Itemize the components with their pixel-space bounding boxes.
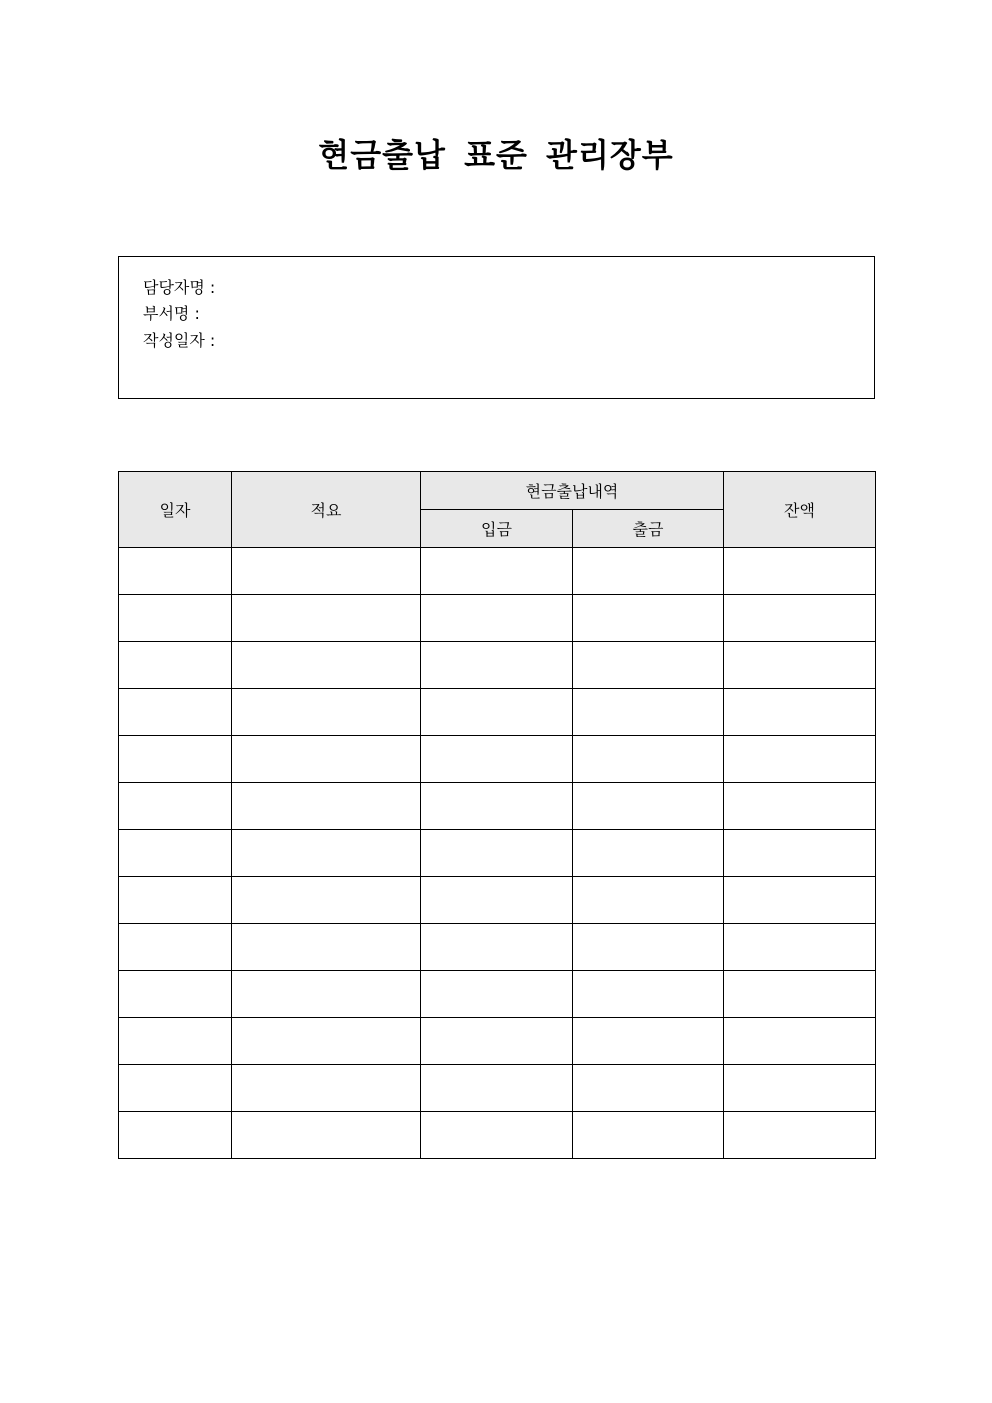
deposit-cell[interactable] [421,830,573,877]
withdrawal-cell[interactable] [573,548,724,595]
deposit-cell[interactable] [421,642,573,689]
date-cell[interactable] [119,736,232,783]
withdrawal-cell[interactable] [573,971,724,1018]
withdrawal-cell[interactable] [573,736,724,783]
date-cell[interactable] [119,1065,232,1112]
deposit-cell[interactable] [421,1065,573,1112]
withdrawal-cell[interactable] [573,595,724,642]
deposit-cell[interactable] [421,595,573,642]
written-date-label: 작성일자 : [143,331,216,350]
deposit-cell[interactable] [421,1018,573,1065]
page-title: 현금출납 표준 관리장부 [318,136,674,174]
balance-cell[interactable] [724,595,876,642]
deposit-cell[interactable] [421,689,573,736]
balance-cell[interactable] [724,736,876,783]
withdrawal-cell[interactable] [573,877,724,924]
withdrawal-cell[interactable] [573,783,724,830]
header-description: 적요 [232,472,421,548]
description-cell[interactable] [232,830,421,877]
balance-cell[interactable] [724,1065,876,1112]
description-cell[interactable] [232,642,421,689]
header-withdrawal: 출금 [573,510,724,548]
deposit-cell[interactable] [421,736,573,783]
table-row [119,689,876,736]
withdrawal-cell[interactable] [573,689,724,736]
description-cell[interactable] [232,783,421,830]
description-cell[interactable] [232,736,421,783]
balance-cell[interactable] [724,1112,876,1159]
table-row [119,595,876,642]
table-row [119,830,876,877]
cash-ledger-table [118,471,876,1159]
deposit-cell[interactable] [421,548,573,595]
date-cell[interactable] [119,689,232,736]
date-cell[interactable] [119,783,232,830]
date-cell[interactable] [119,642,232,689]
balance-cell[interactable] [724,548,876,595]
balance-cell[interactable] [724,689,876,736]
deposit-cell[interactable] [421,877,573,924]
deposit-cell[interactable] [421,924,573,971]
deposit-cell[interactable] [421,1112,573,1159]
description-cell[interactable] [232,1018,421,1065]
table-row [119,1065,876,1112]
date-cell[interactable] [119,971,232,1018]
table-row [119,924,876,971]
ledger-body [119,548,876,1159]
date-cell[interactable] [119,1018,232,1065]
withdrawal-cell[interactable] [573,1018,724,1065]
description-cell[interactable] [232,689,421,736]
manager-name-label: 담당자명 : [143,278,216,297]
balance-cell[interactable] [724,830,876,877]
description-cell[interactable] [232,877,421,924]
withdrawal-cell[interactable] [573,830,724,877]
description-cell[interactable] [232,971,421,1018]
description-cell[interactable] [232,1112,421,1159]
table-row [119,783,876,830]
balance-cell[interactable] [724,877,876,924]
info-box [118,256,875,399]
table-row [119,548,876,595]
balance-cell[interactable] [724,642,876,689]
description-cell[interactable] [232,924,421,971]
table-row [119,642,876,689]
header-balance: 잔액 [724,472,876,548]
deposit-cell[interactable] [421,971,573,1018]
header-deposit: 입금 [421,510,573,548]
date-cell[interactable] [119,830,232,877]
withdrawal-cell[interactable] [573,1112,724,1159]
table-row [119,736,876,783]
description-cell[interactable] [232,1065,421,1112]
date-cell[interactable] [119,924,232,971]
table-row [119,1112,876,1159]
description-cell[interactable] [232,595,421,642]
header-date: 일자 [119,472,232,548]
date-cell[interactable] [119,595,232,642]
table-row [119,877,876,924]
department-name-label: 부서명 : [143,304,200,323]
header-cash-flow: 현금출납내역 [421,472,724,510]
balance-cell[interactable] [724,924,876,971]
table-row [119,1018,876,1065]
date-cell[interactable] [119,548,232,595]
description-cell[interactable] [232,548,421,595]
withdrawal-cell[interactable] [573,1065,724,1112]
withdrawal-cell[interactable] [573,924,724,971]
date-cell[interactable] [119,877,232,924]
balance-cell[interactable] [724,1018,876,1065]
balance-cell[interactable] [724,783,876,830]
table-row [119,971,876,1018]
balance-cell[interactable] [724,971,876,1018]
date-cell[interactable] [119,1112,232,1159]
withdrawal-cell[interactable] [573,642,724,689]
deposit-cell[interactable] [421,783,573,830]
